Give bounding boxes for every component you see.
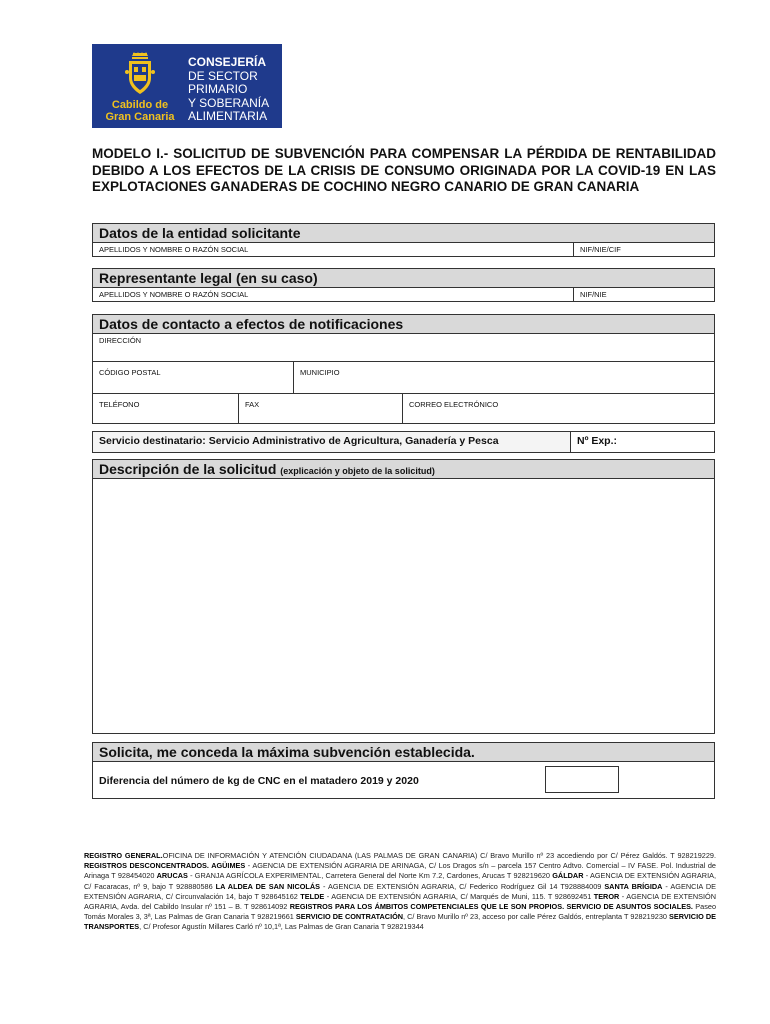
address-row [93, 334, 714, 362]
section-entidad-solicitante [92, 223, 715, 257]
field-label: MUNICIPIO [300, 368, 340, 377]
footer-segment: SERVICIO DE TRANSPORTES [84, 912, 716, 932]
logo-dept-line: CONSEJERÍA [188, 55, 267, 69]
field-label: CÓDIGO POSTAL [99, 368, 161, 377]
section-descripcion [92, 459, 715, 734]
postal-code-field[interactable] [93, 362, 294, 393]
address-field[interactable] [93, 334, 714, 361]
footer-segment: GÁLDAR [552, 871, 584, 881]
footer-segment: , C/ Profesor Agustín Millares Carló nº 10,1ª, Las Palmas de Gran Canaria T 928219344 [139, 922, 424, 932]
logo-department-name [188, 44, 269, 128]
solicita-body [93, 762, 714, 798]
fax-field[interactable] [239, 394, 403, 423]
footer-segment: LA ALDEA DE SAN NICOLÁS [215, 881, 320, 891]
coat-of-arms-icon [125, 52, 155, 98]
logo-org-line: Cabildo de [111, 99, 169, 111]
footer-segment: REGISTROS DESCONCENTRADOS. AGÜIMES [84, 861, 246, 871]
service-row [92, 431, 715, 453]
section-heading [93, 460, 714, 479]
field-label: TELÉFONO [99, 400, 140, 409]
section-datos-contacto [92, 314, 715, 424]
section-heading-note: (explicación y objeto de la solicitud) [280, 466, 435, 476]
applicant-name-field[interactable] [93, 243, 574, 257]
field-label: CORREO ELECTRÓNICO [409, 400, 499, 409]
registry-footer [84, 851, 716, 933]
section-heading: Datos de contacto a efectos de notificaciones [93, 315, 714, 334]
footer-segment: SERVICIO DE CONTRATACIÓN [295, 912, 404, 922]
footer-segment: - AGENCIA DE EXTENSIÓN AGRARIA, C/ Federico Rodríguez Gil 14 T928884009 [320, 881, 605, 891]
logo-crest-area [92, 44, 188, 128]
phone-field[interactable] [93, 394, 239, 423]
footer-segment: - AGENCIA DE EXTENSIÓN AGRARIA DE ARINAGA, C/ Los Dragos s/n – parcela 157 Centro Adtvo. Comercial – IV FASE. Pol. Industrial de Arinaga T 928454020 [84, 861, 716, 881]
kg-difference-input[interactable] [545, 766, 619, 793]
email-field[interactable] [403, 394, 714, 423]
footer-segment: - AGENCIA DE EXTENSIÓN AGRARIA, C/ Circunvalación 14, bajo T 928645162 [84, 881, 717, 901]
field-label: APELLIDOS Y NOMBRE O RAZÓN SOCIAL [99, 290, 249, 299]
field-label: DIRECCIÓN [99, 336, 142, 345]
footer-segment: , C/ Bravo Murillo nº 23, acceso por calle Pérez Galdós, entreplanta T 928219230 [403, 912, 670, 922]
field-label: APELLIDOS Y NOMBRE O RAZÓN SOCIAL [99, 245, 249, 254]
section-solicita [92, 742, 715, 799]
representative-id-field[interactable] [574, 288, 714, 302]
footer-segment: - AGENCIA DE EXTENSIÓN AGRARIA, Avda. del Cabildo Insular nº 151 – B. T 928614092 [84, 891, 716, 912]
logo-dept-line: ALIMENTARIA [188, 109, 268, 123]
footer-segment: OFICINA DE INFORMACIÓN Y ATENCIÓN CIUDADANA (LAS PALMAS DE GRAN CANARIA) C/ Bravo Murillo nº 23 accediendo por C/ Pérez Galdós. T 928219229. [162, 851, 716, 860]
logo-dept-line: PRIMARIO [188, 82, 248, 96]
postal-row [93, 362, 714, 394]
footer-segment: Paseo Tomás Morales 3, 3ª, Las Palmas de Gran Canaria T 928219661 [84, 902, 716, 922]
logo-dept-line: DE SECTOR [188, 68, 258, 83]
field-label: NIF/NIE [580, 290, 607, 299]
applicant-id-field[interactable] [574, 243, 714, 257]
section-heading: Solicita, me conceda la máxima subvención establecida. [93, 743, 714, 762]
representative-name-field[interactable] [93, 288, 574, 302]
form-title: MODELO I.- SOLICITUD DE SUBVENCIÓN PARA COMPENSAR LA PÉRDIDA DE RENTABILIDAD DEBIDO A LOS EFECTOS DE LA CRISIS DE CONSUMO ORIGINADA POR LA COVID-19 EN LAS EXPLOTACIONES GANADERAS DE COCHINO NEGRO CANARIO DE GRAN CANARIA [92, 146, 716, 194]
municipality-field[interactable] [294, 362, 714, 393]
expedient-number-field[interactable] [571, 432, 714, 452]
logo-dept-line: Y SOBERANÍA [188, 95, 270, 110]
description-textarea[interactable] [93, 479, 714, 732]
footer-segment: - AGENCIA DE EXTENSIÓN AGRARIA, C/ Marqués de Muni, 115. T 928692451 [324, 891, 594, 901]
cabildo-logo [92, 44, 282, 128]
footer-segment: SANTA BRÍGIDA [604, 881, 663, 891]
phone-row [93, 394, 714, 423]
logo-org-line: Gran Canaria [105, 111, 175, 123]
field-label: FAX [245, 400, 260, 409]
section-heading: Datos de la entidad solicitante [93, 224, 714, 243]
field-label: Nº Exp.: [577, 435, 618, 447]
representative-row [93, 288, 714, 302]
kg-difference-label: Diferencia del número de kg de CNC en el matadero 2019 y 2020 [99, 775, 419, 787]
section-heading-text: Descripción de la solicitud [99, 461, 277, 477]
footer-segment: TEROR [593, 891, 620, 901]
footer-segment: - GRANJA AGRÍCOLA EXPERIMENTAL, Carretera General del Norte Km 7.2, Cardones, Arucas T 928219620 [187, 871, 553, 881]
section-heading: Representante legal (en su caso) [93, 269, 714, 288]
footer-segment: REGISTRO GENERAL. [84, 851, 163, 860]
footer-segment: REGISTROS PARA LOS ÁMBITOS COMPETENCIALES QUE LE SON PROPIOS. SERVICIO DE ASUNTOS SOCIALES. [289, 902, 693, 912]
applicant-row [93, 243, 714, 257]
footer-segment: TELDE [300, 891, 325, 901]
footer-segment: ARUCAS [156, 871, 188, 881]
service-destination: Servicio destinatario: Servicio Administrativo de Agricultura, Ganadería y Pesca [93, 432, 571, 452]
section-representante-legal [92, 268, 715, 302]
field-label: NIF/NIE/CIF [580, 245, 621, 254]
footer-segment: - AGENCIA DE EXTENSIÓN AGRARIA, C/ Facaracas, nº 9, bajo T 928880586 [84, 871, 716, 891]
logo-org-name [92, 99, 188, 123]
